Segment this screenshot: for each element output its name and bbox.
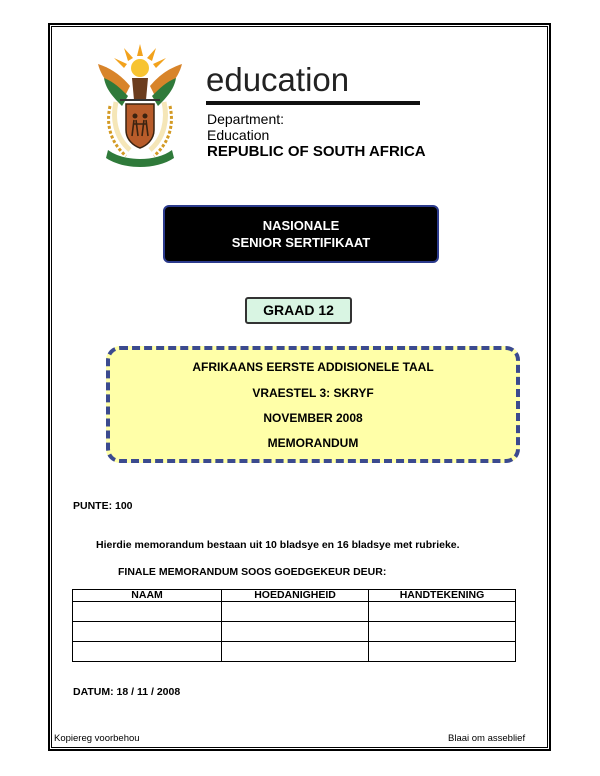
brand-underline — [206, 101, 420, 105]
name-cell[interactable] — [73, 622, 222, 642]
signature-cell[interactable] — [369, 642, 516, 662]
document-type: MEMORANDUM — [267, 436, 359, 450]
grade-badge: GRAAD 12 — [245, 297, 352, 324]
table-row — [73, 622, 516, 642]
department-name: Education — [207, 127, 270, 143]
capacity-cell[interactable] — [222, 642, 369, 662]
capacity-cell[interactable] — [222, 622, 369, 642]
table-header-row — [73, 590, 516, 602]
name-cell[interactable] — [73, 642, 222, 662]
name-cell[interactable] — [73, 602, 222, 622]
column-header-name: NAAM — [73, 590, 222, 602]
table-row — [73, 642, 516, 662]
turn-page-note: Blaai om asseblief — [448, 733, 526, 744]
certificate-title-box — [163, 205, 439, 263]
capacity-cell[interactable] — [222, 602, 369, 622]
department-label: Department: — [207, 111, 285, 127]
subject-name: AFRIKAANS EERSTE ADDISIONELE TAAL — [192, 360, 434, 374]
total-marks: PUNTE: 100 — [73, 500, 133, 512]
copyright-notice: Kopiereg voorbehou — [54, 733, 140, 744]
signature-cell[interactable] — [369, 622, 516, 642]
column-header-signature: HANDTEKENING — [369, 590, 516, 602]
certificate-line-1: NASIONALE — [262, 218, 340, 233]
paper-title: VRAESTEL 3: SKRYF — [252, 386, 374, 400]
approval-date: DATUM: 18 / 11 / 2008 — [73, 686, 181, 698]
approval-table — [72, 589, 516, 662]
approval-heading: FINALE MEMORANDUM SOOS GOEDGEKEUR DEUR: — [118, 566, 387, 578]
subject-box — [106, 346, 520, 463]
exam-session: NOVEMBER 2008 — [263, 411, 363, 425]
table-row — [73, 602, 516, 622]
brand-wordmark: education — [206, 61, 350, 98]
coat-of-arms-icon — [90, 38, 190, 170]
signature-cell[interactable] — [369, 602, 516, 622]
column-header-capacity: HOEDANIGHEID — [222, 590, 369, 602]
certificate-line-2: SENIOR SERTIFIKAAT — [231, 235, 371, 250]
page-count-note: Hierdie memorandum bestaan uit 10 bladsye en 16 bladsye met rubrieke. — [96, 539, 460, 551]
country-name: REPUBLIC OF SOUTH AFRICA — [207, 143, 426, 160]
